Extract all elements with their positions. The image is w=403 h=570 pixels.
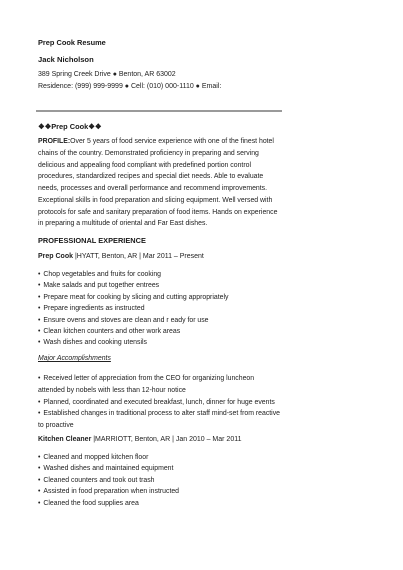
list-item: • Ensure ovens and stoves are clean and r eady for use <box>38 315 282 326</box>
list-item: • Clean kitchen counters and other work areas <box>38 326 282 337</box>
list-item: • Prepare ingredients as instructed <box>38 303 282 314</box>
list-item: • Assisted in food preparation when instructed <box>38 486 282 497</box>
experience-heading: PROFESSIONAL EXPERIENCE <box>38 236 146 245</box>
job-title-line <box>38 253 204 260</box>
profile-text: Over 5 years of food service experience with one of the finest hotel chains of the country. Demonstrated proficiency in preparing and serving delicious and appealing food compliant with predefined portion control procedures, standardized recipes and special diet needs. Able to evaluate needs, processes and overall performance and recommend improvements. Exceptional skills in food preparation and slicing equipment. Well versed with protocols for safe and sanitary preparation of food items. Hands on experience in preparing a multitude of oriental and Far East dishes. <box>38 138 278 228</box>
job-duties-list <box>38 452 282 509</box>
job-duties-list <box>38 269 282 349</box>
profile-label: PROFILE: <box>38 138 71 145</box>
profile-paragraph <box>38 136 282 230</box>
document-title: Prep Cook Resume <box>38 38 106 47</box>
objective-heading: ❖❖Prep Cook❖❖ <box>38 122 102 131</box>
list-item: • Chop vegetables and fruits for cooking <box>38 269 282 280</box>
job-details: |HYATT, Benton, AR | Mar 2011 – Present <box>73 253 204 260</box>
list-item: • Planned, coordinated and executed breakfast, lunch, dinner for huge events <box>38 397 282 409</box>
list-item: • Cleaned and mopped kitchen floor <box>38 452 282 463</box>
list-item: • Prepare meat for cooking by slicing and cutting appropriately <box>38 292 282 303</box>
accomplishments-list <box>38 373 282 432</box>
list-item: • Received letter of appreciation from the CEO for organizing luncheon attended by nobels with less than 12-hour notice <box>38 373 282 397</box>
contact-address: 389 Spring Creek Drive ● Benton, AR 63002 <box>38 71 176 78</box>
job-role: Kitchen Cleaner <box>38 436 92 443</box>
list-item: • Cleaned counters and took out trash <box>38 475 282 486</box>
job-title-line <box>38 436 242 443</box>
contact-phones: Residence: (999) 999-9999 ● Cell: (010) 000-1110 ● Email: <box>38 83 222 90</box>
header-divider <box>36 110 282 112</box>
list-item: • Established changes in traditional process to alter staff mind-set from reactive to proactive <box>38 408 282 432</box>
job-role: Prep Cook <box>38 253 74 260</box>
accomplishments-heading: Major Accomplishments <box>38 355 111 362</box>
list-item: • Cleaned the food supplies area <box>38 498 282 509</box>
list-item: • Make salads and put together entrees <box>38 280 282 291</box>
candidate-name: Jack Nicholson <box>38 55 94 64</box>
list-item: • Washed dishes and maintained equipment <box>38 463 282 474</box>
list-item: • Wash dishes and cooking utensils <box>38 337 282 348</box>
job-details: |MARRIOTT, Benton, AR | Jan 2010 – Mar 2011 <box>91 436 242 443</box>
